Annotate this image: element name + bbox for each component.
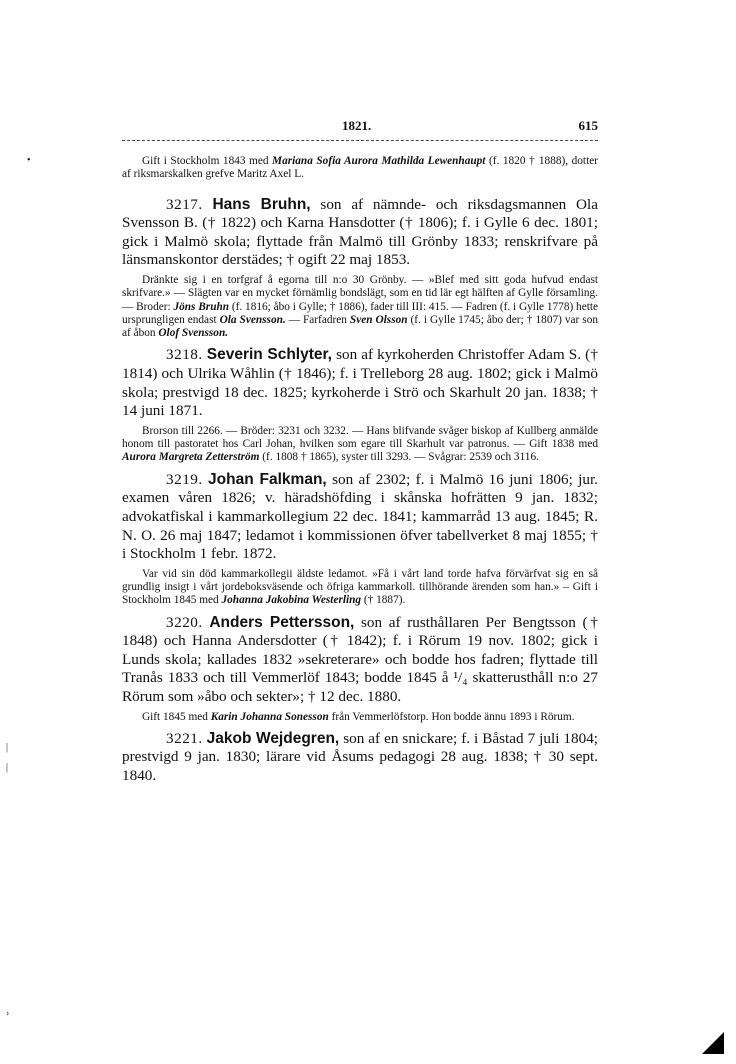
note-text: Brorson till 2266. — Bröder: 3231 och 3232. — Hans blifvande svåger biskop af Kullberg anmälde honom till pastoratet hos Carl Johan, hvilken som egare till Skarhult var patronus. — Gift 1838 med	[122, 424, 598, 451]
page-number: 615	[578, 118, 598, 133]
margin-mark: |	[6, 742, 9, 753]
note-name: Karin Johanna Sonesson	[210, 710, 329, 723]
entry-text: son af nämnde- och riksdagsmannen Ola Svensson B. († 1822) och Karna Hansdotter († 1806); f. i Gylle 6 dec. 1801; gick i Malmö skola; flyttade från Malmö till Grönby 1833; renskrifvare på länsmanskontor derstädes; † ogift 22 maj 1853.	[122, 195, 598, 269]
note-text: (f. i Gylle 1745; åbo der; † 1807) var son af åbon	[122, 313, 598, 340]
note-text: — Farfadren	[285, 313, 350, 326]
intro-text: (f. 1820 † 1888), dotter af riksmarskalken grefve Maritz Axel L.	[122, 155, 598, 181]
entry-number: 3219.	[166, 470, 203, 488]
entry-3217	[122, 196, 598, 270]
entry-text: son af 2302; f. i Malmö 16 juni 1806; jur. examen våren 1826; v. häradshöfding i skånska hofrätten 9 jan. 1832; advokatfiskal i kammarkollegium 22 dec. 1841; kammarråd 13 aug. 1845; R. N. O. 26 maj 1847; ledamot i kommissionen öfver tabellverket 8 maj 1855; † i Stockholm 1 febr. 1872.	[122, 470, 598, 563]
entry-name: Anders Pettersson,	[209, 613, 355, 631]
intro-note	[122, 155, 598, 182]
note-text: (f. 1808 † 1865), syster till 3293. — Svågrar: 2539 och 3116.	[259, 451, 539, 464]
entry-name: Severin Schlyter,	[206, 346, 332, 364]
note-text: († 1887).	[361, 594, 406, 607]
entry-3218	[122, 346, 598, 420]
book-page	[122, 118, 598, 786]
note-text: Var vid sin död kammarkollegii äldste ledamot. »Få i vårt land torde hafva förvärfvat sig en så grundlig insigt i vårt jordeboksväsende och öfriga kammarkoll. tillhörande ärenden som han.» – Gift i Stockholm 1845 med	[122, 567, 598, 607]
note-name: Aurora Margreta Zetterström	[122, 451, 260, 464]
entry-name: Johan Falkman,	[208, 470, 327, 488]
entry-3219-note	[122, 568, 598, 608]
note-name: Johanna Jakobina Westerling	[221, 594, 362, 607]
note-name: Ola Svensson.	[219, 313, 286, 326]
entry-3220	[122, 614, 598, 707]
entry-number: 3221.	[166, 729, 203, 747]
note-text: (f. 1816; åbo i Gylle; † 1886), fader till III: 415. — Fadren (f. i Gylle 1778) hette ursprungligen endast	[122, 300, 599, 326]
intro-spouse-name: Mariana Sofia Aurora Mathilda Lewenhaupt	[272, 155, 486, 167]
entry-name: Hans Bruhn,	[212, 195, 311, 213]
entry-number: 3217.	[166, 195, 203, 213]
note-text: Gift 1845 med	[142, 710, 211, 723]
margin-dot: •	[27, 155, 31, 166]
note-name: Sven Olsson	[349, 313, 408, 326]
entry-3219	[122, 471, 598, 564]
page-corner-mark	[702, 1032, 724, 1054]
entry-text: son af kyrkoherden Christoffer Adam S. († 1814) och Ulrika Wåhlin († 1846); f. i Trelleborg 28 aug. 1802; gick i Malmö skola; prestvigd 18 dec. 1825; kyrkoherde i Strö och Skarhult 20 jan. 1838; † 14 juni 1871.	[122, 346, 599, 420]
entry-text: son af en snickare; f. i Båstad 7 juli 1804; prestvigd 9 jan. 1830; lärare vid Åsums pedagogi 28 aug. 1838; † 30 sept. 1840.	[122, 729, 599, 785]
note-name: Jöns Bruhn	[173, 300, 230, 313]
entry-number: 3218.	[166, 346, 203, 364]
margin-mark: |	[6, 762, 9, 773]
entry-3221	[122, 730, 598, 786]
note-name: Olof Svensson.	[158, 327, 229, 340]
entry-3220-note	[122, 711, 598, 724]
note-text: från Vemmerlöfstorp. Hon bodde ännu 1893 i Rörum.	[328, 710, 575, 723]
entry-text: son af rusthållaren Per Bengtsson († 1848) och Hanna Andersdotter († 1842); f. i Rörum 19 nov. 1802; gick i Lunds skola; kallades 1832 »sekreterare» och bodde hos fadren; flyttade till Tranås 1833 och till Vemmerlöf 1843; bodde 1845 å ¹/₄ skatterusthåll n:o 27 Rörum som »åbo och sekter»; † 12 dec. 1880.	[122, 613, 598, 705]
entry-3218-note	[122, 425, 598, 465]
entry-3217-note	[122, 274, 598, 340]
entry-number: 3220.	[166, 613, 203, 631]
intro-text: Gift i Stockholm 1843 med	[142, 155, 273, 167]
running-head	[122, 118, 598, 141]
margin-mark: ›	[6, 1008, 10, 1019]
entry-name: Jakob Wejdegren,	[206, 729, 340, 747]
running-head-year: 1821.	[342, 118, 372, 133]
note-text: Dränkte sig i en torfgraf å egorna till n:o 30 Grönby. — »Blef med sitt goda hufvud endast skrifvare.» — Slägten var en mycket förnämlig bondslägt, som en tid lär egt hälften af Gylle församling. — Broder:	[122, 273, 598, 313]
